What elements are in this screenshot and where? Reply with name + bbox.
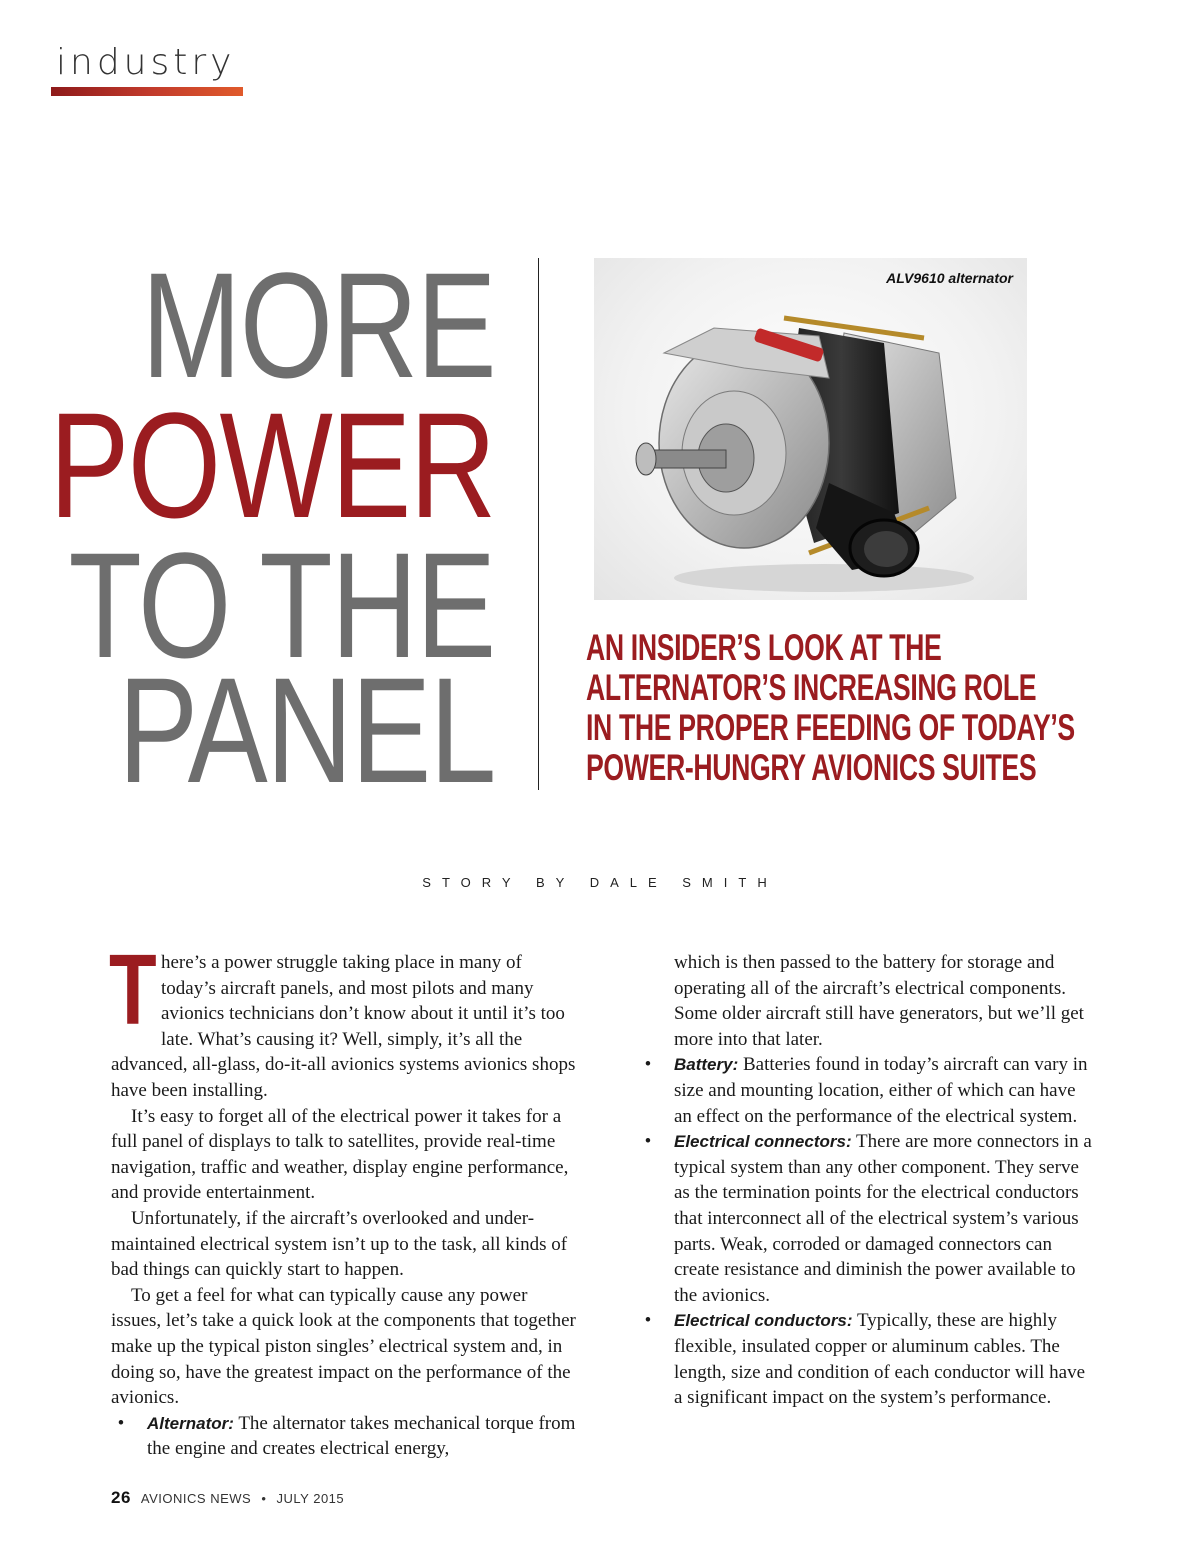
bullet-alternator (111, 1411, 581, 1462)
page-number: 26 (111, 1488, 131, 1507)
body-column-right (638, 950, 1093, 1411)
bullet-electrical-connectors (638, 1129, 1093, 1308)
alternator-illustration (594, 258, 1027, 600)
deck-line-4: POWER-HUNGRY AVIONICS SUITES (586, 747, 1037, 788)
issue-date: JULY 2015 (276, 1491, 345, 1506)
page-footer (111, 1488, 344, 1508)
deck-line-2: ALTERNATOR’S INCREASING ROLE (586, 667, 1037, 708)
bullet-text: There are more connectors in a typical system than any other component. They serve as the termination points for the electrical conductors that interconnect all of the electrical system’s various parts. Weak, corroded or damaged connectors can create resistance and diminish the power available to the avionics. (674, 1131, 1092, 1306)
paragraph-1-text: here’s a power struggle taking place in many of today’s aircraft panels, and most pilots and many avionics technicians don’t know about it until it’s too late. What’s causing it? Well, simply, it’s all the advanced, all-glass, do-it-all avionics systems avionics shops have been installing. (111, 952, 576, 1101)
section-rule (51, 87, 243, 96)
bullet-dot: • (644, 1310, 652, 1332)
bullet-battery (638, 1052, 1093, 1129)
bullet-text: Batteries found in today’s aircraft can vary in size and mounting location, either of which can have an effect on the performance of the electrical system. (674, 1054, 1088, 1127)
body-column-left (109, 934, 581, 1462)
alternator-photo (594, 258, 1027, 600)
paragraph-3: Unfortunately, if the aircraft’s overlooked and under-maintained electrical system isn’t up to the task, all kinds of bad things can quickly start to happen. (111, 1207, 568, 1281)
deck-line-1: AN INSIDER’S LOOK AT THE (586, 627, 942, 668)
section-label: industry (56, 42, 236, 83)
bullet-text: Typically, these are highly flexible, insulated copper or aluminum cables. The length, size and condition of each conductor will have a significant impact on the system’s performance. (674, 1310, 1086, 1409)
bullet-keyword: Electrical connectors: (674, 1132, 852, 1152)
photo-caption: ALV9610 alternator (886, 270, 1013, 286)
bullet-keyword: Electrical conductors: (674, 1311, 853, 1331)
title-line-3: TO THE (68, 521, 495, 689)
title-divider (538, 258, 539, 790)
bullet-alternator-continued: which is then passed to the battery for storage and operating all of the aircraft’s electrical components. Some older aircraft still have generators, but we’ll get more into that later. (674, 952, 1084, 1050)
paragraph-4: To get a feel for what can typically cause any power issues, let’s take a quick look at the components that together make up the typical piston singles’ electrical system and, in doing so, have the greatest impact on the performance of the avionics. (111, 1284, 576, 1409)
drop-cap: T (109, 934, 157, 1046)
bullet-keyword: Battery: (674, 1055, 739, 1075)
bullet-dot: • (644, 1131, 652, 1153)
paragraph-2: It’s easy to forget all of the electrical power it takes for a full panel of displays to talk to satellites, provide real-time navigation, traffic and weather, display engine performance, and provide entertainment. (111, 1105, 569, 1204)
title-line-1: MORE (141, 241, 495, 409)
title-line-4: PANEL (118, 646, 495, 814)
byline: STORY BY DALE SMITH (422, 875, 778, 890)
publication-name: AVIONICS NEWS (140, 1491, 252, 1506)
title-line-2: POWER (49, 381, 495, 549)
deck-line-3: IN THE PROPER FEEDING OF TODAY’S (586, 707, 1075, 748)
subtitle-deck (586, 627, 1075, 788)
paragraph-1 (109, 934, 581, 1104)
bullet-keyword: Alternator: (147, 1413, 234, 1433)
bullet-dot: • (644, 1054, 652, 1076)
bullet-electrical-conductors (638, 1308, 1093, 1410)
bullet-text: The alternator takes mechanical torque from the engine and creates electrical energy, (147, 1412, 576, 1460)
bullet-dot: • (117, 1412, 125, 1434)
footer-separator: • (261, 1491, 267, 1506)
